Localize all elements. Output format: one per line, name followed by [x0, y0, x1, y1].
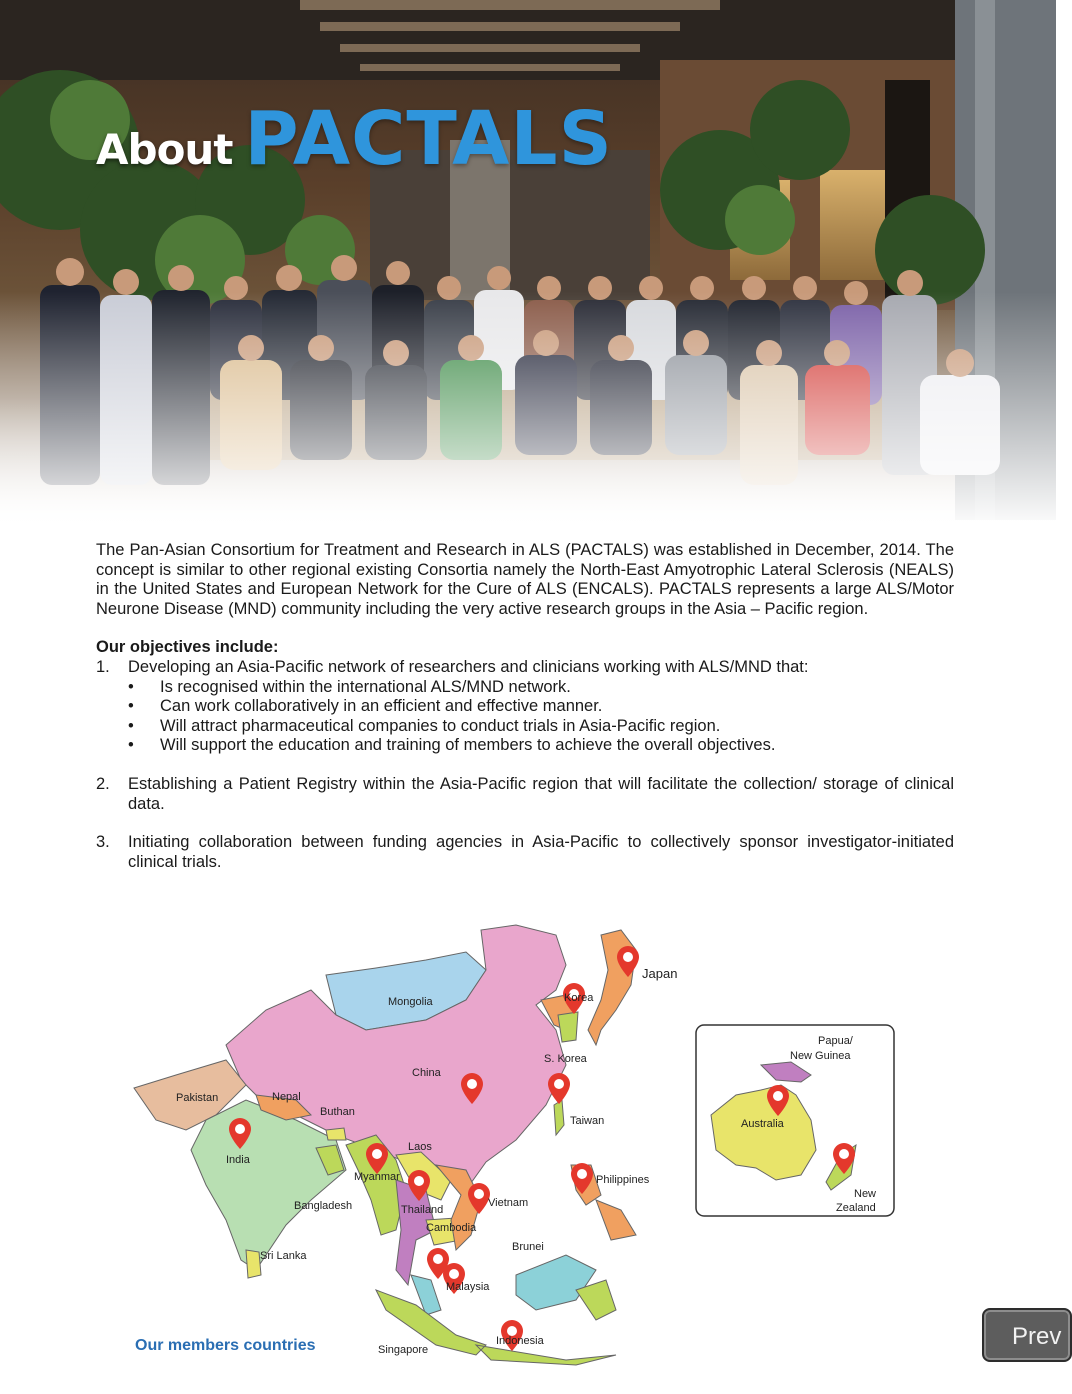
label-cambodia: Cambodia	[426, 1222, 477, 1234]
label-philippines: Philippines	[596, 1174, 650, 1186]
label-india: India	[226, 1154, 250, 1166]
objectives-title: Our objectives include:	[96, 638, 279, 657]
map-caption: Our members countries	[135, 1337, 316, 1354]
sub-item-text: Will attract pharmaceutical companies to conduct trials in Asia-Pacific region.	[160, 716, 721, 735]
title-about: About	[96, 125, 233, 174]
bullet: •	[128, 736, 134, 755]
sub-item-text: Can work collaboratively in an efficient and effective manner.	[160, 697, 603, 716]
objective-text: Establishing a Patient Registry within the Asia-Pacific region that will facilitate the collection/ storage of clinical data.	[128, 774, 954, 813]
sri-lanka-region	[246, 1250, 261, 1278]
label-pakistan: Pakistan	[176, 1092, 219, 1104]
sub-item	[128, 736, 954, 756]
label-australia: Australia	[741, 1118, 784, 1130]
bullet: •	[128, 677, 134, 696]
s-korea-region	[558, 1012, 578, 1042]
sub-item-text: Will support the education and training of members to achieve the overall objectives.	[160, 736, 776, 755]
label-vietnam: Vietnam	[488, 1197, 529, 1209]
bullet: •	[128, 716, 134, 735]
sub-item	[128, 697, 954, 717]
objective-sublist	[128, 678, 954, 756]
label-brunei: Brunei	[512, 1241, 544, 1253]
objective-number: 1.	[96, 657, 110, 676]
objectives-list	[96, 658, 954, 872]
label-laos: Laos	[408, 1141, 432, 1153]
objective-text: Initiating collaboration between funding agencies in Asia-Pacific to collectively sponsor investigator-initiated clinical trials.	[128, 833, 954, 871]
objective-number: 3.	[96, 833, 110, 852]
label-s-korea: S. Korea	[544, 1053, 587, 1065]
label-korea: Korea	[564, 992, 594, 1004]
intro-paragraph: The Pan-Asian Consortium for Treatment and Research in ALS (PACTALS) was established in December, 2014. The concept is similar to other regional existing Consortia namely the North-East Amyotrophic Lateral Sclerosis (NEALS) in the United States and European Network for the Cure of ALS (ENCALS). PACTALS represents a large ALS/Motor Neurone Disease (MND) community including the very active research groups in the Asia – Pacific region.	[96, 541, 954, 618]
label-buthan: Buthan	[320, 1106, 355, 1118]
asia-pacific-map	[96, 890, 956, 1390]
buthan-region	[326, 1128, 346, 1140]
label-myanmar: Myanmar	[354, 1171, 400, 1183]
about-content	[96, 541, 954, 872]
label-bangladesh: Bangladesh	[294, 1200, 353, 1212]
label-thailand: Thailand	[401, 1204, 444, 1216]
label-singapore: Singapore	[378, 1344, 429, 1356]
objective-item	[96, 833, 954, 872]
prev-button[interactable]: Prev	[982, 1308, 1072, 1362]
label-mongolia: Mongolia	[388, 996, 433, 1008]
sub-item-text: Is recognised within the international ALS/MND network.	[160, 677, 571, 696]
bullet: •	[128, 697, 134, 716]
page-title	[96, 96, 613, 182]
label-nz-1: New	[854, 1188, 877, 1200]
hero-photo	[0, 0, 1056, 530]
label-papua-2: New Guinea	[790, 1050, 851, 1062]
objective-number: 2.	[96, 774, 110, 793]
member-countries-map	[96, 890, 956, 1390]
sub-item	[128, 678, 954, 698]
objective-item	[96, 775, 954, 814]
objective-text: Developing an Asia-Pacific network of researchers and clinicians working with ALS/MND that:	[128, 657, 809, 676]
label-nepal: Nepal	[272, 1091, 301, 1103]
label-nz-2: Zealand	[836, 1202, 876, 1214]
label-sri-lanka: Sri Lanka	[260, 1250, 307, 1262]
label-japan: Japan	[642, 966, 678, 981]
label-indonesia: Indonesia	[496, 1335, 544, 1347]
group-photo	[0, 0, 1056, 530]
objective-item	[96, 658, 954, 756]
label-malaysia: Malaysia	[446, 1281, 490, 1293]
label-taiwan: Taiwan	[570, 1115, 605, 1127]
title-brand: PACTALS	[244, 96, 613, 182]
label-china: China	[412, 1067, 441, 1079]
label-papua-1: Papua/	[818, 1035, 853, 1047]
sub-item	[128, 717, 954, 737]
